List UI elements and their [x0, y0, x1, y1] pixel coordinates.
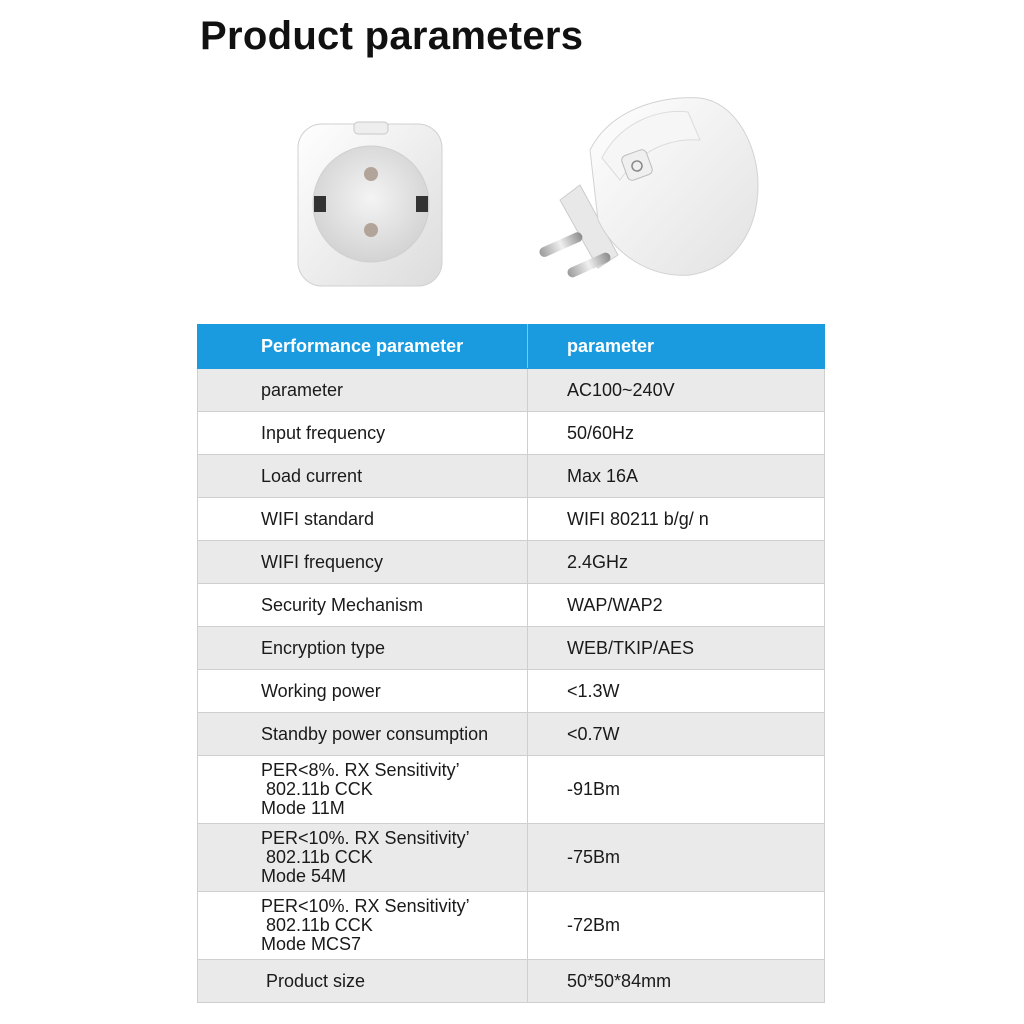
row-value: <0.7W [528, 713, 825, 756]
row-label: Working power [198, 670, 528, 713]
row-label: PER<10%. RX Sensitivity’ 802.11b CCK Mode 54M [198, 824, 528, 892]
table-row [198, 584, 825, 627]
table-row [198, 627, 825, 670]
row-label: Load current [198, 455, 528, 498]
row-value: <1.3W [528, 670, 825, 713]
table-row [198, 498, 825, 541]
row-value: WEB/TKIP/AES [528, 627, 825, 670]
table-row [198, 455, 825, 498]
table-row [198, 892, 825, 960]
table-row [198, 713, 825, 756]
row-label: WIFI standard [198, 498, 528, 541]
row-label: Input frequency [198, 412, 528, 455]
table-row [198, 412, 825, 455]
row-value: -75Bm [528, 824, 825, 892]
row-value: 2.4GHz [528, 541, 825, 584]
row-label: PER<8%. RX Sensitivity’ 802.11b CCK Mode 11M [198, 756, 528, 824]
column-header-performance: Performance parameter [198, 325, 528, 369]
column-header-parameter: parameter [528, 325, 825, 369]
row-value: 50/60Hz [528, 412, 825, 455]
spec-table [197, 324, 825, 1003]
table-row [198, 960, 825, 1003]
table-row [198, 824, 825, 892]
table-row [198, 541, 825, 584]
row-value: 50*50*84mm [528, 960, 825, 1003]
row-value: WAP/WAP2 [528, 584, 825, 627]
row-label: Encryption type [198, 627, 528, 670]
table-header-row [198, 325, 825, 369]
page-title: Product parameters [200, 14, 584, 58]
row-value: -91Bm [528, 756, 825, 824]
table-row [198, 756, 825, 824]
row-label: Security Mechanism [198, 584, 528, 627]
row-value: WIFI 80211 b/g/ n [528, 498, 825, 541]
row-label: WIFI frequency [198, 541, 528, 584]
table-row [198, 670, 825, 713]
row-label: Product size [198, 960, 528, 1003]
row-value: Max 16A [528, 455, 825, 498]
row-label: Standby power consumption [198, 713, 528, 756]
smart-plug-front-icon [296, 118, 444, 290]
row-value: AC100~240V [528, 369, 825, 412]
smart-plug-side-icon [520, 90, 770, 285]
row-label: parameter [198, 369, 528, 412]
row-label: PER<10%. RX Sensitivity’ 802.11b CCK Mode MCS7 [198, 892, 528, 960]
table-row [198, 369, 825, 412]
row-value: -72Bm [528, 892, 825, 960]
